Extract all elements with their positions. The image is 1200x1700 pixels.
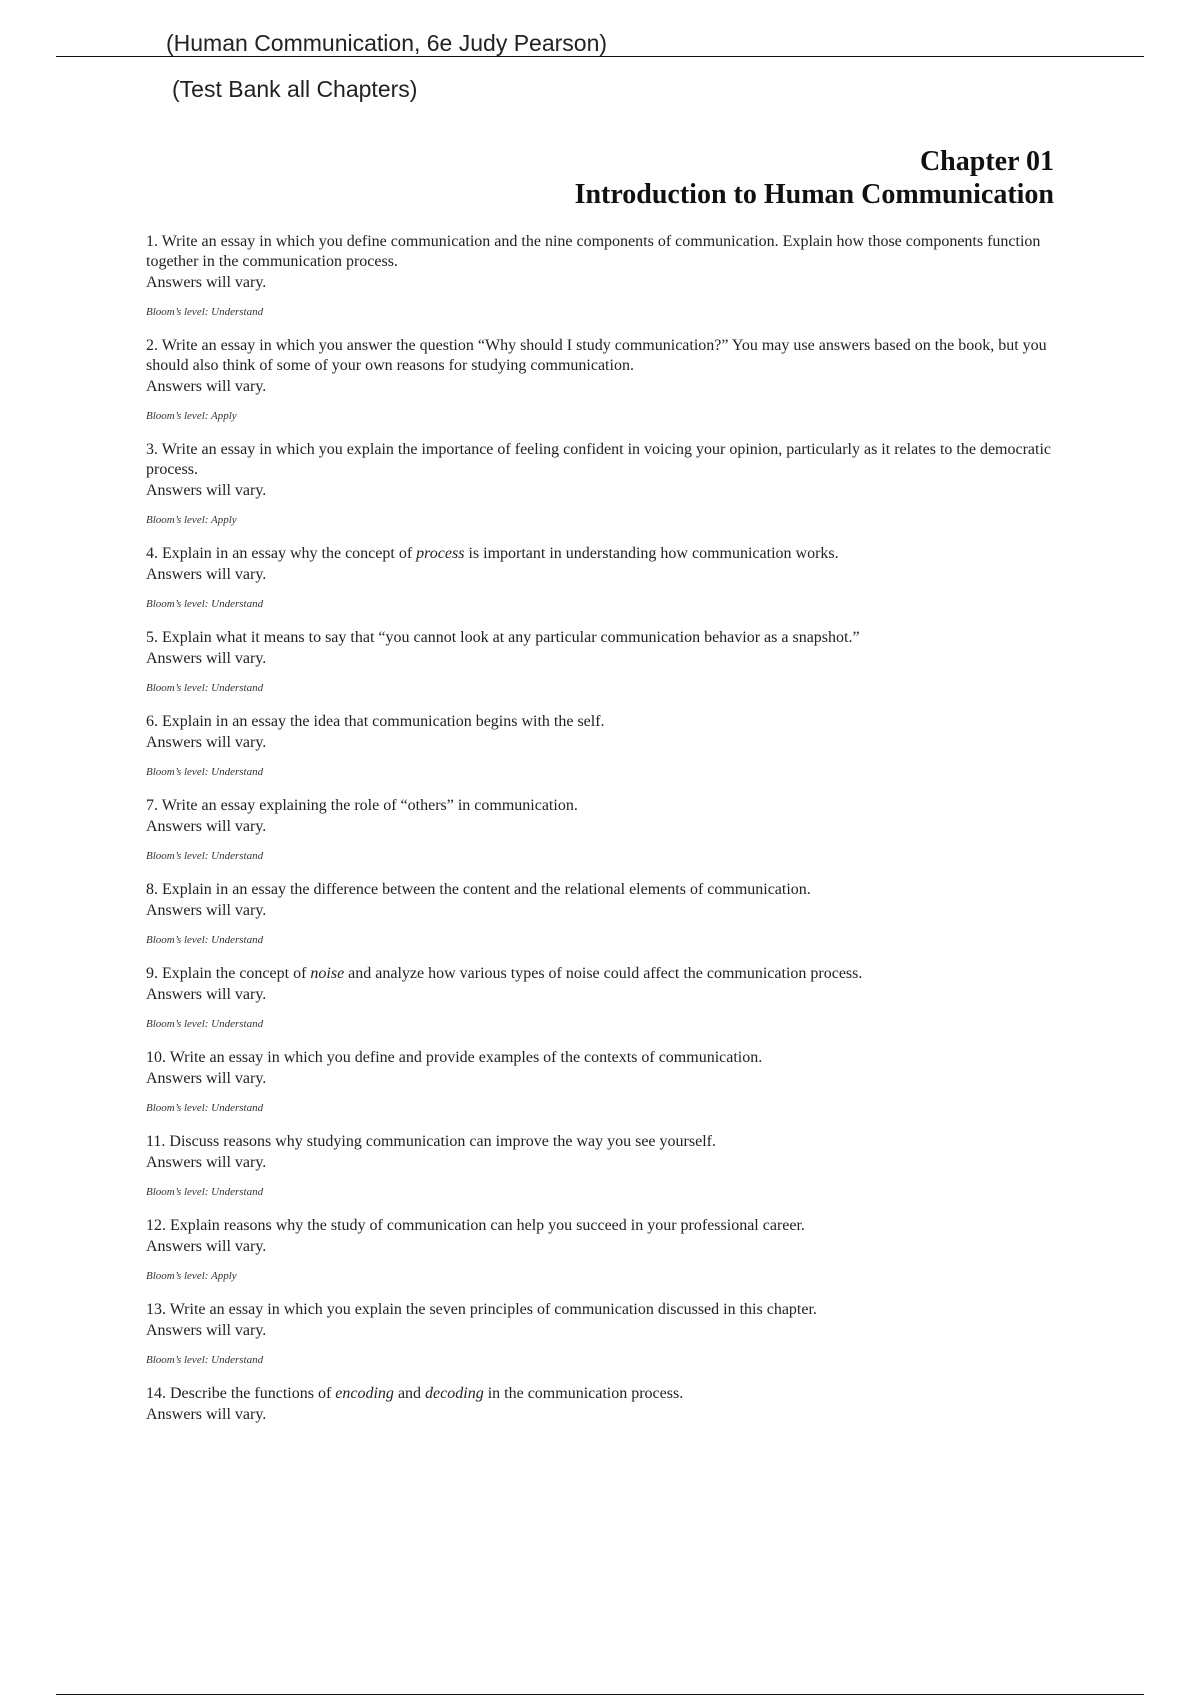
question-text: in the communication process. (483, 1385, 684, 1402)
question-answer: Answers will vary. (146, 482, 267, 499)
question-emphasis: process (416, 545, 465, 562)
question-answer: Answers will vary. (146, 986, 267, 1003)
blooms-level: Bloom’s level: Understand (146, 934, 264, 946)
question-emphasis: decoding (425, 1385, 484, 1402)
question-answer: Answers will vary. (146, 1406, 267, 1423)
question-item (146, 336, 1066, 423)
question-item (146, 1300, 1066, 1367)
question-item (146, 880, 1066, 947)
question-item (146, 1048, 1066, 1115)
blooms-level: Bloom’s level: Understand (146, 1102, 264, 1114)
question-text: 8. Explain in an essay the difference between the content and the relational elements of communication. (146, 881, 811, 898)
question-item (146, 1384, 1066, 1426)
blooms-level: Bloom’s level: Understand (146, 1018, 264, 1030)
question-prompt (146, 232, 1066, 272)
blooms-level: Bloom’s level: Understand (146, 1354, 264, 1366)
question-answer: Answers will vary. (146, 902, 267, 919)
page-subtitle: (Test Bank all Chapters) (172, 76, 418, 102)
question-prompt (146, 544, 1066, 564)
question-prompt (146, 964, 1066, 984)
question-answer: Answers will vary. (146, 378, 267, 395)
question-prompt (146, 1048, 1066, 1068)
question-prompt (146, 1132, 1066, 1152)
question-text: 1. Write an essay in which you define communication and the nine components of communication. Explain how those components function together in the communication process. (146, 233, 1041, 270)
blooms-level: Bloom’s level: Understand (146, 766, 264, 778)
blooms-level: Bloom’s level: Understand (146, 598, 264, 610)
question-item (146, 796, 1066, 863)
question-text: 3. Write an essay in which you explain the importance of feeling confident in voicing your opinion, particularly as it relates to the democratic process. (146, 441, 1052, 478)
header-rule (56, 56, 1144, 57)
question-item (146, 1132, 1066, 1199)
chapter-number: Chapter 01 (919, 146, 1054, 177)
question-text: 5. Explain what it means to say that “you cannot look at any particular communication behavior as a snapshot.” (146, 629, 860, 646)
question-item (146, 440, 1066, 527)
question-text: and analyze how various types of noise could affect the communication process. (344, 965, 863, 982)
question-item (146, 1216, 1066, 1283)
question-prompt (146, 1300, 1066, 1320)
question-list (146, 232, 1066, 1426)
question-prompt (146, 712, 1066, 732)
question-prompt (146, 796, 1066, 816)
question-text: 13. Write an essay in which you explain the seven principles of communication discussed in this chapter. (146, 1301, 817, 1318)
question-answer: Answers will vary. (146, 1322, 267, 1339)
question-item (146, 232, 1066, 319)
question-text: 9. Explain the concept of (146, 965, 311, 982)
question-prompt (146, 880, 1066, 900)
question-answer: Answers will vary. (146, 274, 267, 291)
question-item (146, 712, 1066, 779)
page-header: (Human Communication, 6e Judy Pearson) (166, 30, 608, 56)
question-text: 4. Explain in an essay why the concept of (146, 545, 417, 562)
question-emphasis: noise (310, 965, 345, 982)
question-text: and (393, 1385, 426, 1402)
question-text: 2. Write an essay in which you answer the question “Why should I study communication?” You may use answers based on the book, but you should also think of some of your own reasons for studying communication. (146, 337, 1047, 374)
question-text: 14. Describe the functions of (146, 1385, 336, 1402)
question-item (146, 628, 1066, 695)
blooms-level: Bloom’s level: Understand (146, 1186, 264, 1198)
question-answer: Answers will vary. (146, 818, 267, 835)
question-item (146, 964, 1066, 1031)
question-text: 11. Discuss reasons why studying communication can improve the way you see yourself. (146, 1133, 716, 1150)
question-answer: Answers will vary. (146, 1238, 267, 1255)
chapter-title: Introduction to Human Communication (574, 179, 1054, 210)
question-text: is important in understanding how communication works. (464, 545, 839, 562)
question-text: 12. Explain reasons why the study of communication can help you succeed in your professional career. (146, 1217, 805, 1234)
blooms-level: Bloom’s level: Apply (146, 1270, 237, 1282)
question-text: 7. Write an essay explaining the role of “others” in communication. (146, 797, 578, 814)
question-answer: Answers will vary. (146, 1154, 267, 1171)
question-prompt (146, 628, 1066, 648)
question-prompt (146, 1216, 1066, 1236)
question-prompt (146, 336, 1066, 376)
question-answer: Answers will vary. (146, 566, 267, 583)
blooms-level: Bloom’s level: Understand (146, 682, 264, 694)
question-emphasis: encoding (335, 1385, 394, 1402)
blooms-level: Bloom’s level: Understand (146, 850, 264, 862)
question-text: 6. Explain in an essay the idea that communication begins with the self. (146, 713, 605, 730)
chapter-heading (575, 145, 1054, 211)
question-text: 10. Write an essay in which you define and provide examples of the contexts of communication. (146, 1049, 763, 1066)
question-prompt (146, 440, 1066, 480)
blooms-level: Bloom’s level: Apply (146, 410, 237, 422)
blooms-level: Bloom’s level: Apply (146, 514, 237, 526)
footer-rule (56, 1694, 1144, 1695)
question-item (146, 544, 1066, 611)
question-answer: Answers will vary. (146, 1070, 267, 1087)
question-prompt (146, 1384, 1066, 1404)
question-answer: Answers will vary. (146, 734, 267, 751)
blooms-level: Bloom’s level: Understand (146, 306, 264, 318)
question-answer: Answers will vary. (146, 650, 267, 667)
